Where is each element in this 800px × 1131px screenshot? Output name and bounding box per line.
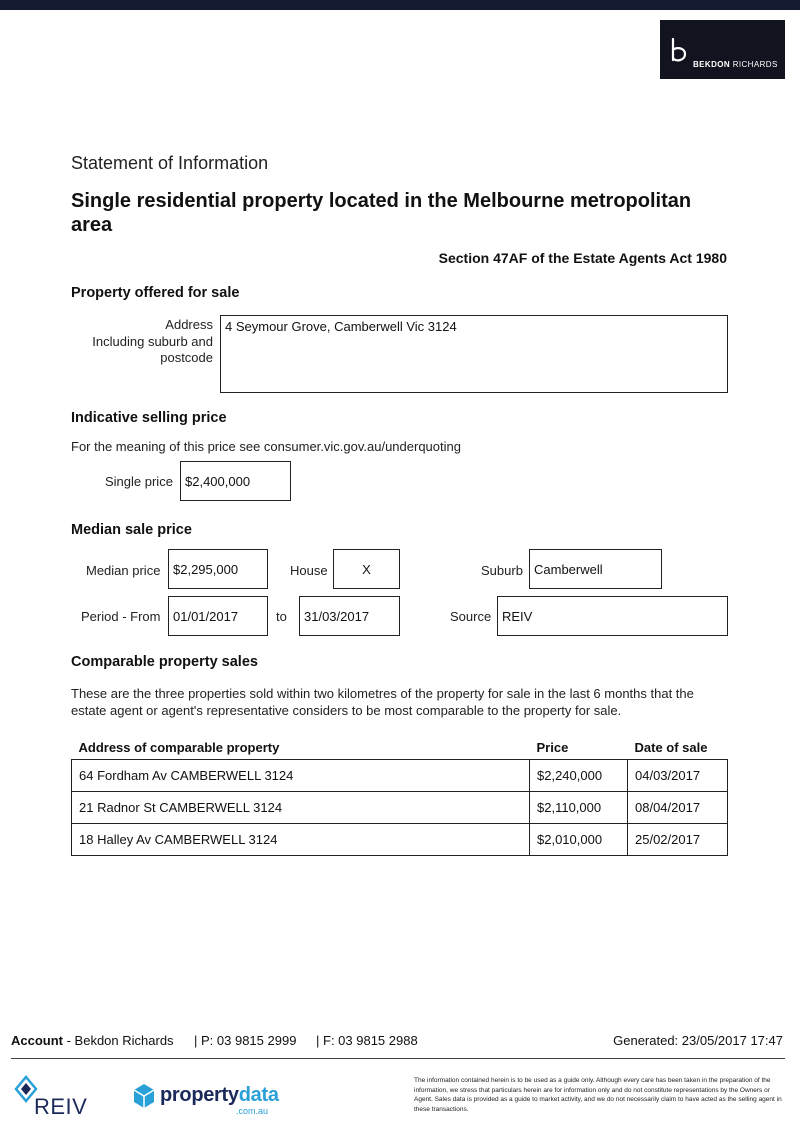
footer-phone: | P: 03 9815 2999	[194, 1033, 297, 1048]
document-title: Single residential property located in the Melbourne metropolitan area	[71, 190, 692, 236]
agency-logo-text: BEKDON RICHARDS	[693, 60, 778, 69]
median-price-field[interactable]: $2,295,000	[168, 549, 268, 589]
cell-date: 08/04/2017	[628, 791, 728, 823]
source-field[interactable]: REIV	[497, 596, 728, 636]
underquoting-note: For the meaning of this price see consumer.vic.gov.au/underquoting	[71, 439, 461, 454]
footer-generated: Generated: 23/05/2017 17:47	[613, 1033, 783, 1048]
cell-price: $2,110,000	[530, 791, 628, 823]
single-price-label: Single price	[105, 474, 173, 489]
footer-fax: | F: 03 9815 2988	[316, 1033, 418, 1048]
table-row	[72, 759, 728, 791]
period-from-label: Period - From	[81, 609, 161, 624]
median-price-label: Median price	[86, 563, 161, 578]
footer-account: Account - Bekdon Richards	[11, 1033, 174, 1048]
indicative-price-heading: Indicative selling price	[71, 410, 227, 426]
cell-address: 21 Radnor St CAMBERWELL 3124	[72, 791, 530, 823]
property-heading: Property offered for sale	[71, 285, 240, 301]
median-price-heading: Median sale price	[71, 522, 192, 538]
comparable-description: These are the three properties sold within two kilometres of the property for sale in the last 6 months that the estate agent or agent's representative considers to be most comparable to the property for sale.	[71, 686, 694, 718]
address-label: Address Including suburb and postcode	[92, 317, 213, 365]
comparable-heading: Comparable property sales	[71, 654, 258, 670]
address-field[interactable]: 4 Seymour Grove, Camberwell Vic 3124	[220, 315, 728, 393]
period-to-label: to	[276, 609, 287, 624]
propertydata-logo-suffix: .com.au	[236, 1106, 269, 1116]
table-row	[72, 791, 728, 823]
source-label: Source	[450, 609, 492, 624]
cell-address: 64 Fordham Av CAMBERWELL 3124	[72, 759, 530, 791]
house-label: House	[290, 563, 328, 578]
period-to-field[interactable]: 31/03/2017	[299, 596, 400, 636]
footer-divider	[11, 1058, 785, 1059]
legislation-reference: Section 47AF of the Estate Agents Act 1980	[438, 250, 727, 266]
suburb-label: Suburb	[481, 563, 523, 578]
house-field[interactable]: X	[333, 549, 400, 589]
period-from-field[interactable]: 01/01/2017	[168, 596, 268, 636]
agency-logo-mark-icon	[668, 38, 690, 64]
reiv-logo-text: REIV	[34, 1094, 88, 1119]
suburb-field[interactable]: Camberwell	[529, 549, 662, 589]
cell-date: 25/02/2017	[628, 823, 728, 855]
cell-date: 04/03/2017	[628, 759, 728, 791]
agency-logo	[660, 20, 785, 79]
footer-disclaimer: The information contained herein is to be used as a guide only. Although every care has been taken in the preparation of the information, we stress that particulars herein are for information only and do not constitute representations by the Owners or Agent. Sales data is provided as a guide to market activity, and we do not necessarily claim to have acted as the selling agent in these transactions.	[414, 1077, 782, 1113]
column-header-address: Address of comparable property	[72, 737, 530, 759]
comparable-sales-table	[71, 737, 728, 856]
table-header-row	[72, 737, 728, 759]
propertydata-logo-text: propertydata	[160, 1084, 279, 1106]
cell-address: 18 Halley Av CAMBERWELL 3124	[72, 823, 530, 855]
column-header-date: Date of sale	[628, 737, 728, 759]
cell-price: $2,240,000	[530, 759, 628, 791]
top-bar	[0, 0, 800, 10]
column-header-price: Price	[530, 737, 628, 759]
table-row	[72, 823, 728, 855]
single-price-field[interactable]: $2,400,000	[180, 461, 291, 501]
document-kicker: Statement of Information	[71, 153, 269, 173]
cell-price: $2,010,000	[530, 823, 628, 855]
